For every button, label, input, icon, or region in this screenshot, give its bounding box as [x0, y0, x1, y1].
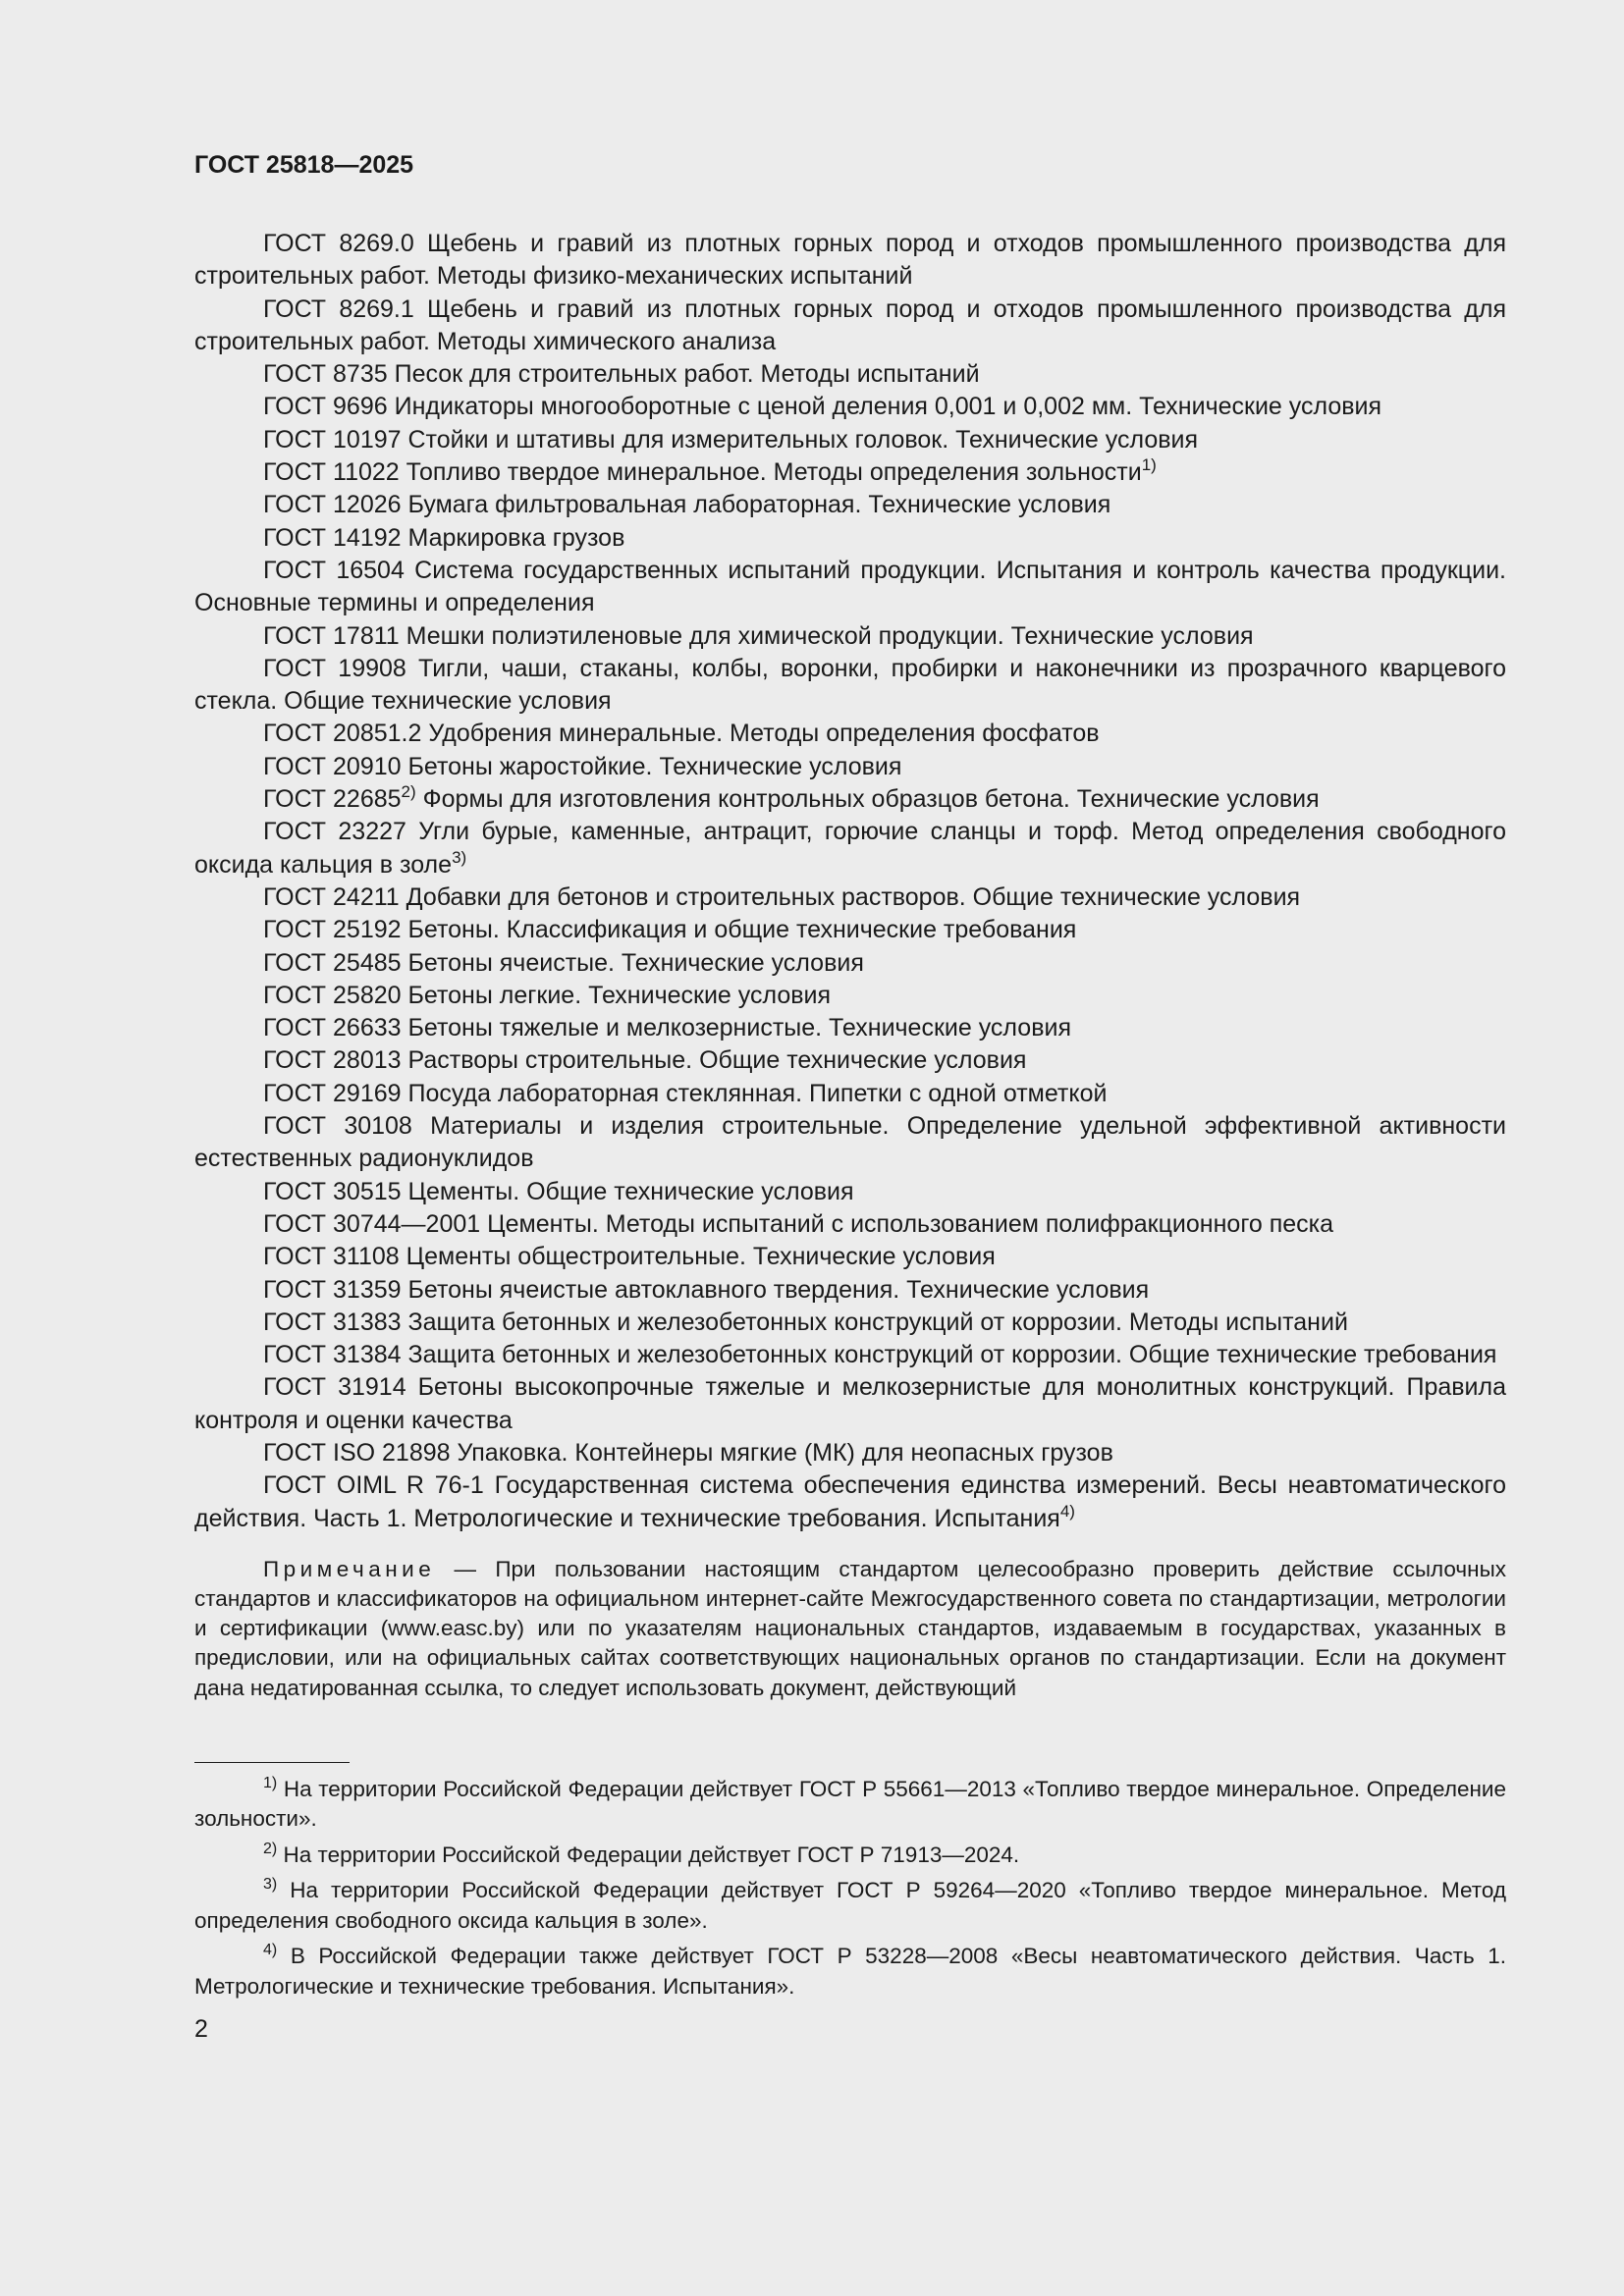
reference-title: Бетоны тяжелые и мелкозернистые. Технические условия [407, 1014, 1071, 1042]
reference-item [194, 391, 1506, 423]
footnote-text: На территории Российской Федерации действует ГОСТ Р 71913—2024. [283, 1842, 1020, 1867]
reference-title: Защита бетонных и железобетонных конструкций от коррозии. Общие технические требования [407, 1341, 1497, 1369]
reference-code: ГОСТ 12026 [263, 491, 402, 519]
reference-code: ГОСТ OIML R 76-1 [263, 1471, 484, 1500]
reference-title: Цементы общестроительные. Технические условия [406, 1243, 996, 1271]
footnote-separator [194, 1762, 350, 1763]
reference-code: ГОСТ 22685 [263, 785, 402, 814]
reference-item [194, 816, 1506, 881]
reference-item [194, 653, 1506, 719]
reference-item [194, 620, 1506, 653]
footnotes-list [194, 1775, 1506, 2002]
reference-item [194, 718, 1506, 750]
reference-item [194, 947, 1506, 980]
reference-item [194, 1012, 1506, 1044]
footnote-text: На территории Российской Федерации действует ГОСТ Р 55661—2013 «Топливо твердое минеральное. Определение зольности». [194, 1776, 1506, 1832]
reference-code: ГОСТ 16504 [263, 556, 405, 584]
footnote-item [194, 1841, 1506, 1871]
reference-title: Бетоны жаростойкие. Технические условия [407, 752, 902, 780]
reference-title: Маркировка грузов [407, 523, 625, 552]
normative-references-list [194, 228, 1506, 1535]
reference-code: ГОСТ 8735 [263, 360, 388, 389]
reference-code: ГОСТ 14192 [263, 523, 402, 552]
reference-code: ГОСТ 30108 [263, 1112, 412, 1141]
reference-code: ГОСТ 31914 [263, 1373, 406, 1402]
reference-code: ГОСТ 17811 [263, 621, 400, 650]
reference-title: Бетоны. Классификация и общие технические требования [407, 916, 1077, 944]
reference-item [194, 783, 1506, 816]
reference-title: Посуда лабораторная стеклянная. Пипетки с одной отметкой [407, 1079, 1108, 1107]
reference-title: Щебень и гравий из плотных горных пород и отходов промышленного производства для строительных работ. Методы химического анализа [194, 294, 1506, 355]
reference-item [194, 914, 1506, 946]
reference-title: Бетоны высокопрочные тяжелые и мелкозернистые для монолитных конструкций. Правила контроля и оценки качества [194, 1373, 1506, 1434]
reference-code: ГОСТ 8269.0 [263, 230, 414, 257]
reference-code: ГОСТ 23227 [263, 818, 406, 846]
reference-title: Угли бурые, каменные, антрацит, горючие сланцы и торф. Метод определения свободного оксида кальция в золе [194, 818, 1506, 879]
footnote-item [194, 1942, 1506, 2002]
reference-code: ГОСТ 24211 [263, 882, 400, 911]
document-page [194, 147, 1506, 2046]
reference-code: ГОСТ 30744—2001 [263, 1209, 481, 1238]
reference-item [194, 1176, 1506, 1208]
reference-code: ГОСТ 25192 [263, 916, 402, 944]
reference-title: Система государственных испытаний продукции. Испытания и контроль качества продукции. Основные термины и определения [194, 556, 1506, 617]
reference-item [194, 1274, 1506, 1307]
footnote-mark: 1) [1141, 455, 1157, 475]
reference-code: ГОСТ 31359 [263, 1275, 402, 1304]
reference-title: Топливо твердое минеральное. Методы определения зольности [406, 458, 1142, 487]
footnote-text: В Российской Федерации также действует ГОСТ Р 53228—2008 «Весы неавтоматического действия. Часть 1. Метрологические и технические требования. Испытания». [194, 1944, 1506, 1999]
reference-code: ГОСТ 29169 [263, 1079, 402, 1107]
reference-title: Растворы строительные. Общие технические условия [407, 1046, 1027, 1075]
reference-item [194, 751, 1506, 783]
reference-item [194, 1241, 1506, 1273]
reference-code: ГОСТ 31383 [263, 1308, 402, 1336]
reference-item [194, 1371, 1506, 1437]
reference-item [194, 294, 1506, 359]
reference-code: ГОСТ ISO 21898 [263, 1438, 451, 1467]
reference-item [194, 1110, 1506, 1176]
reference-item [194, 881, 1506, 914]
reference-code: ГОСТ 19908 [263, 654, 406, 682]
footnote-mark: 3) [452, 847, 467, 867]
reference-item [194, 1469, 1506, 1535]
footnote-item [194, 1775, 1506, 1835]
reference-item [194, 1078, 1506, 1110]
reference-item [194, 980, 1506, 1012]
reference-title: Щебень и гравий из плотных горных пород и отходов промышленного производства для строительных работ. Методы физико-механических испытаний [194, 230, 1506, 291]
reference-title: Бумага фильтровальная лабораторная. Технические условия [407, 491, 1111, 519]
reference-item [194, 1437, 1506, 1469]
reference-title: Стойки и штативы для измерительных головок. Технические условия [407, 425, 1199, 454]
reference-title: Цементы. Методы испытаний с использованием полифракционного песка [487, 1209, 1334, 1238]
reference-item [194, 555, 1506, 620]
note-label: Примечание [263, 1556, 436, 1581]
reference-title: Цементы. Общие технические условия [407, 1177, 854, 1205]
reference-code: ГОСТ 25485 [263, 948, 402, 977]
reference-item [194, 1307, 1506, 1339]
reference-code: ГОСТ 20910 [263, 752, 402, 780]
reference-title: Песок для строительных работ. Методы испытаний [394, 360, 980, 389]
reference-code: ГОСТ 11022 [263, 458, 400, 487]
reference-title: Добавки для бетонов и строительных растворов. Общие технические условия [406, 882, 1301, 911]
reference-item [194, 1208, 1506, 1241]
footnote-number: 4) [263, 1942, 278, 1959]
note-dash: — [454, 1556, 477, 1581]
reference-code: ГОСТ 31108 [263, 1243, 400, 1271]
reference-title: Бетоны легкие. Технические условия [407, 981, 832, 1009]
reference-code: ГОСТ 9696 [263, 393, 388, 421]
footnote-number: 3) [263, 1876, 278, 1894]
reference-item [194, 228, 1506, 294]
reference-title: Мешки полиэтиленовые для химической продукции. Технические условия [406, 621, 1254, 650]
reference-item [194, 358, 1506, 391]
reference-item [194, 489, 1506, 521]
reference-title: Бетоны ячеистые. Технические условия [407, 948, 864, 977]
reference-title: Бетоны ячеистые автоклавного твердения. Технические условия [407, 1275, 1150, 1304]
reference-code: ГОСТ 28013 [263, 1046, 402, 1075]
reference-code: ГОСТ 31384 [263, 1341, 402, 1369]
reference-item [194, 1044, 1506, 1077]
note-text: При пользовании настоящим стандартом целесообразно проверить действие ссылочных стандартов и классификаторов на официальном интернет-сайте Межгосударственного совета по стандартизации, метрологии и сертификации (www.easc.by) или по указателям национальных стандартов, издаваемым в государствах, указанных в предисловии, или на официальных сайтах соответствующих национальных органов по стандартизации. Если на документ дана недатированная ссылка, то следует использовать документ, действующий [194, 1556, 1506, 1700]
reference-title: Удобрения минеральные. Методы определения фосфатов [428, 720, 1100, 748]
reference-title: Материалы и изделия строительные. Определение удельной эффективной активности естественных радионуклидов [194, 1112, 1506, 1173]
reference-title: Упаковка. Контейнеры мягкие (МК) для неопасных грузов [457, 1438, 1113, 1467]
footnote-item [194, 1876, 1506, 1936]
reference-code: ГОСТ 30515 [263, 1177, 402, 1205]
footnote-number: 2) [263, 1840, 278, 1857]
footnote-text: На территории Российской Федерации действует ГОСТ Р 59264—2020 «Топливо твердое минеральное. Метод определения свободного оксида кальция в золе». [194, 1878, 1506, 1933]
reference-item [194, 522, 1506, 555]
reference-title: Формы для изготовления контрольных образцов бетона. Технические условия [422, 785, 1320, 814]
page-header-doc-code: ГОСТ 25818—2025 [194, 151, 414, 179]
reference-title: Тигли, чаши, стаканы, колбы, воронки, пробирки и наконечники из прозрачного кварцевого стекла. Общие технические условия [194, 654, 1506, 716]
reference-code: ГОСТ 20851.2 [263, 720, 422, 748]
note-paragraph [194, 1555, 1506, 1703]
reference-title: Государственная система обеспечения единства измерений. Весы неавтоматического действия. Часть 1. Метрологические и технические требования. Испытания [194, 1471, 1507, 1532]
reference-item [194, 1339, 1506, 1371]
footnote-number: 1) [263, 1774, 278, 1791]
reference-item [194, 424, 1506, 456]
reference-title: Индикаторы многооборотные с ценой деления 0,001 и 0,002 мм. Технические условия [394, 393, 1382, 421]
reference-item [194, 456, 1506, 489]
reference-code: ГОСТ 10197 [263, 425, 402, 454]
footnote-mark: 4) [1059, 1501, 1075, 1521]
reference-title: Защита бетонных и железобетонных конструкций от коррозии. Методы испытаний [407, 1308, 1348, 1336]
page-number: 2 [194, 2015, 208, 2044]
reference-code: ГОСТ 8269.1 [263, 294, 414, 323]
footnote-mark: 2) [401, 782, 416, 802]
reference-code: ГОСТ 26633 [263, 1014, 402, 1042]
reference-code: ГОСТ 25820 [263, 981, 402, 1009]
